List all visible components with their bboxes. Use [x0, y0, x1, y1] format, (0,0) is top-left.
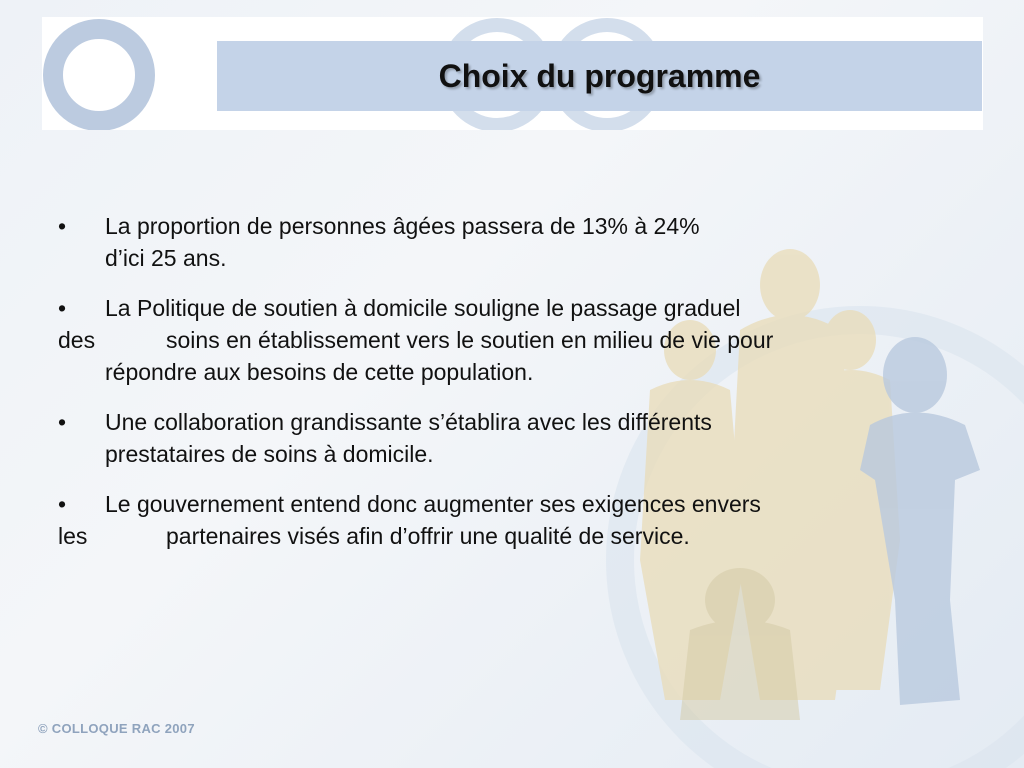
bullet-marker: • [58, 295, 67, 321]
bullet-text: La Politique de soutien à domicile souligne le passage graduel [105, 295, 741, 321]
bullet-text-line [58, 520, 938, 552]
footer-copyright: © COLLOQUE RAC 2007 [38, 721, 195, 736]
bullet-marker: • [58, 409, 67, 435]
list-item [58, 488, 938, 552]
bullet-text: répondre aux besoins de cette population. [105, 359, 534, 385]
bullet-marker: • [58, 491, 67, 517]
bullet-text: soins en établissement vers le soutien en milieu de vie pour [166, 327, 774, 353]
hanging-word: des [58, 327, 96, 353]
list-item [58, 406, 938, 470]
bullet-text: prestataires de soins à domicile. [105, 441, 434, 467]
bullet-text: Le gouvernement entend donc augmenter ses exigences envers [105, 491, 761, 517]
hanging-word: les [58, 523, 88, 549]
bullet-marker: • [58, 213, 67, 239]
bullet-text-line [58, 324, 938, 356]
bullet-text: partenaires visés afin d’offrir une qualité de service. [166, 523, 690, 549]
bullet-text: La proportion de personnes âgées passera de 13% à 24% [105, 213, 700, 239]
bullet-text: Une collaboration grandissante s’établira avec les différents [105, 409, 712, 435]
bullet-list [58, 210, 938, 570]
bullet-text: d’ici 25 ans. [105, 245, 227, 271]
list-item [58, 210, 938, 274]
slide-title: Choix du programme [438, 57, 761, 94]
list-item [58, 292, 938, 388]
